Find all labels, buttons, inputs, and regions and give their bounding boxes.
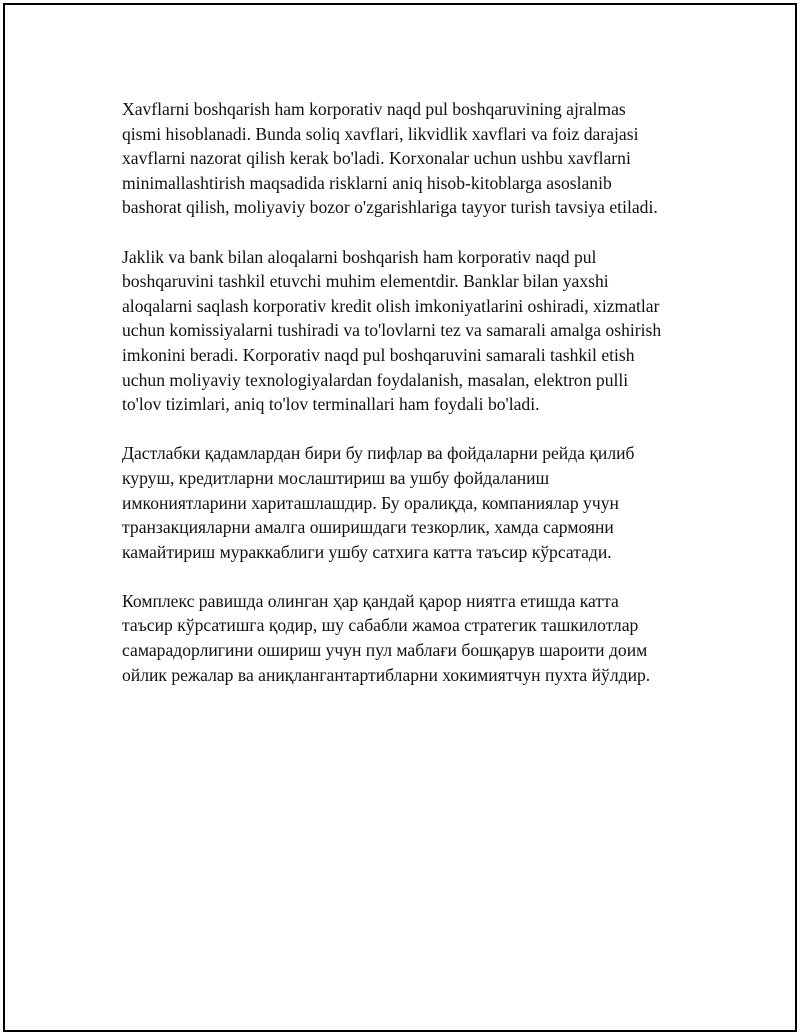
paragraph-line: minimallashtirish maqsadida risklarni aniq hisob-kitoblarga asoslanib	[122, 172, 612, 193]
paragraph-line: камайтириш мураккаблиги ушбу сатхига катта таъсир кўрсатади.	[122, 541, 612, 562]
paragraph-line: Комплекс равишда олинган ҳар қандай қарор ниятга етишда катта	[122, 590, 619, 611]
paragraph-line: boshqaruvini tashkil etuvchi muhim elementdir. Banklar bilan yaxshi	[122, 271, 609, 292]
paragraph-line: Xavflarni boshqarish ham korporativ naqd pul boshqaruvining ajralmas	[122, 99, 626, 119]
paragraph-line: aloqalarni saqlash korporativ kredit olish imkoniyatlarini oshiradi, xizmatlar	[122, 295, 660, 316]
paragraph-2	[122, 245, 694, 417]
paragraph-3	[122, 441, 694, 564]
paragraph-line: uchun moliyaviy texnologiyalardan foydalanish, masalan, elektron pulli	[122, 369, 629, 390]
paragraph-line: xavflarni nazorat qilish kerak bo'ladi. Korxonalar uchun ushbu xavflarni	[122, 148, 631, 169]
paragraph-line: qismi hisoblanadi. Bunda soliq xavflari, likvidlik xavflari va foiz darajasi	[122, 123, 639, 144]
paragraph-4	[122, 589, 694, 687]
paragraph-line: bashorat qilish, moliyaviy bozor o'zgarishlariga tayyor turish tavsiya etiladi.	[122, 197, 658, 218]
paragraph-line: куруш, кредитларни мослаштириш ва ушбу фойдаланиш	[122, 467, 550, 488]
page-frame	[3, 3, 797, 1032]
paragraph-line: имкониятларини хариташлашдир. Бу оралиқда, компаниялар учун	[122, 492, 619, 513]
paragraph-line: imkonini beradi. Korporativ naqd pul boshqaruvini samarali tashkil etish	[122, 344, 635, 365]
paragraph-line: Jaklik va bank bilan aloqalarni boshqarish ham korporativ naqd pul	[122, 246, 597, 267]
paragraph-line: ойлик режалар ва аниқлангантартибларни хокимиятчун пухта йўлдир.	[122, 664, 651, 685]
paragraph-line: Дастлабки қадамлардан бири бу пифлар ва фойдаларни рейда қилиб	[122, 443, 635, 464]
paragraph-line: uchun komissiyalarni tushiradi va to'lovlarni tez va samarali amalga oshirish	[122, 320, 662, 341]
paragraph-line: таъсир кўрсатишга қодир, шу сабабли жамоа стратегик ташкилотлар	[122, 615, 639, 636]
paragraph-line: транзакцияларни амалга оширишдаги тезкорлик, хамда сармояни	[122, 517, 614, 538]
document-body	[122, 97, 694, 712]
paragraph-1	[122, 97, 694, 220]
paragraph-line: to'lov tizimlari, aniq to'lov terminallari ham foydali bo'ladi.	[122, 394, 540, 415]
paragraph-line: самарадорлигини ошириш учун пул маблағи бошқарув шароити доим	[122, 640, 648, 661]
